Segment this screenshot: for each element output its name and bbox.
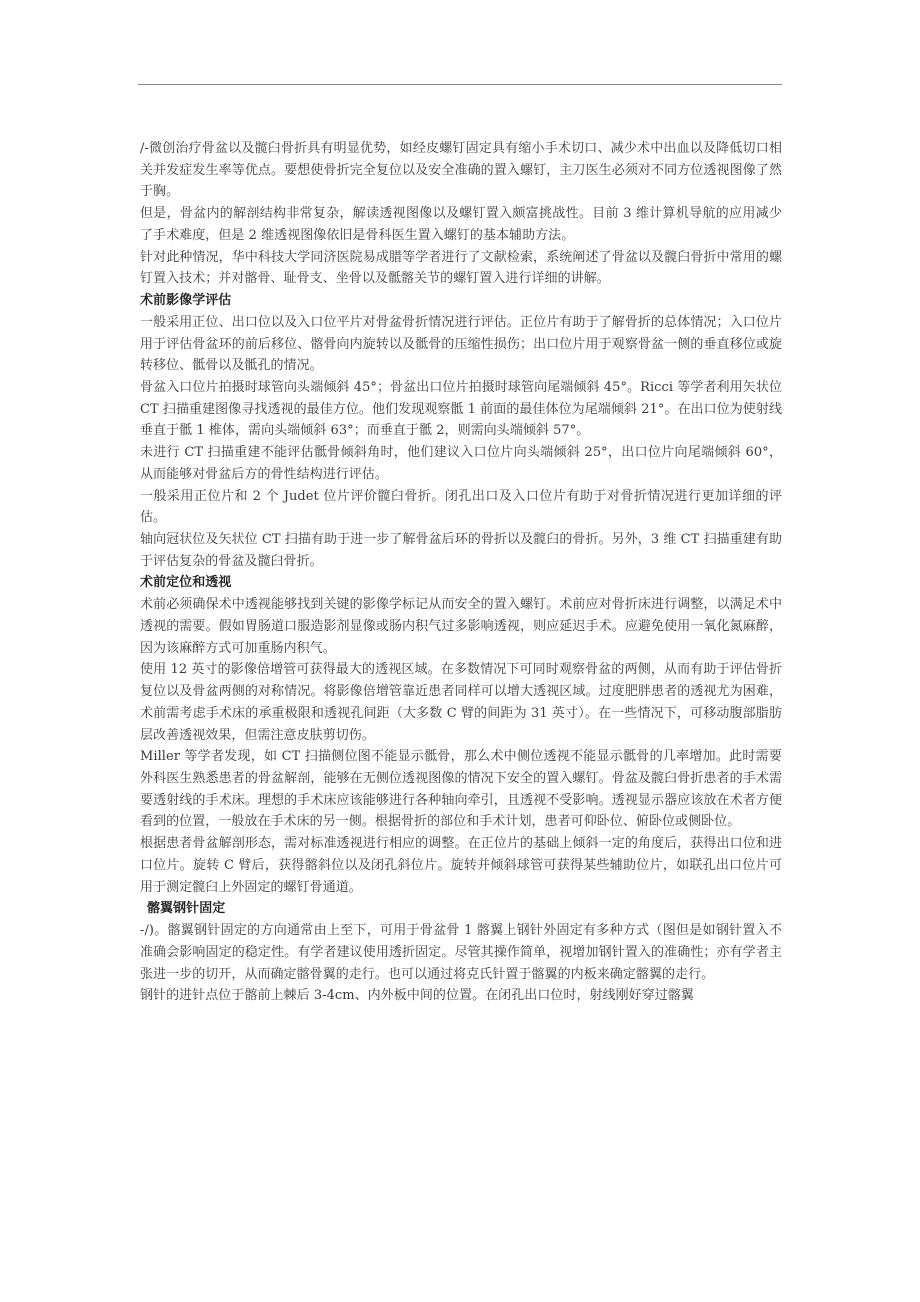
paragraph-intro: /-微创治疗骨盆以及髋臼骨折具有明显优势，如经皮螺钉固定具有缩小手术切口、减少术中出血以及降低切口相关并发症发生率等优点。要想使骨折完全复位以及安全准确的置入螺钉，主刀医生必须对不同方位透视图像了然于胸。 bbox=[140, 141, 782, 200]
paragraph-tilt-angles: 骨盆入口位片拍摄时球管向头端倾斜 45°；骨盆出口位片拍摄时球管向尾端倾斜 45°。Ricci 等学者利用矢状位 CT 扫描重建图像寻找透视的最佳方位。他们发现观察骶 1 前面的最佳体位为尾端倾斜 21°。在出口位为使射线垂直于骶 1 椎体，需向头端倾斜 63°；而垂直于骶 2，则需向头端倾斜 57°。 bbox=[140, 380, 782, 439]
paragraph-miller: Miller 等学者发现，如 CT 扫描侧位图不能显示骶骨，那么术中侧位透视不能显示骶骨的几率增加。此时需要外科医生熟悉患者的骨盆解剖，能够在无侧位透视图像的情况下安全的置入螺钉。骨盆及髋臼骨折患者的手术需要透射线的手术床。理想的手术床应该能够进行各种轴向牵引，且透视不受影响。透视显示器应该放在术者方便看到的位置，一般放在手术床的另一侧。根据骨折的部位和手术计划，患者可仰卧位、俯卧位或侧卧位。 bbox=[140, 749, 782, 830]
paragraph-positioning: 术前必须确保术中透视能够找到关键的影像学标记从而安全的置入螺钉。术前应对骨折床进行调整，以满足术中透视的需要。假如胃肠道口服造影剂显像或肠内积气过多影响透视，则应延迟手术。应避免使用一氧化氮麻醉，因为该麻醉方式可加重肠内积气。 bbox=[140, 597, 782, 656]
paragraph-image-intensifier: 使用 12 英寸的影像倍增管可获得最大的透视区域。在多数情况下可同时观察骨盆的两侧，从而有助于评估骨折复位以及骨盆两侧的对称情况。将影像倍增管靠近患者同样可以增大透视区域。过度肥胖患者的透视尤为困难，术前需考虑手术床的承重极限和透视孔间距（大多数 C 臂的间距为 31 英寸）。在一些情况下，可移动腹部脂肪层改善透视效果，但需注意皮肤剪切伤。 bbox=[140, 662, 782, 743]
paragraph-xray-views: 一般采用正位、出口位以及入口位平片对骨盆骨折情况进行评估。正位片有助于了解骨折的总体情况；入口位片用于评估骨盆环的前后移位、髂骨向内旋转以及骶骨的压缩性损伤；出口位片用于观察骨盆一侧的垂直移位或旋转移位、骶骨以及骶孔的情况。 bbox=[140, 314, 782, 374]
paragraph-entry-point: 钢针的进针点位于髂前上棘后 3-4cm、内外板中间的位置。在闭孔出口位时，射线刚好穿过髂翼 bbox=[140, 988, 694, 1004]
header-rule bbox=[138, 84, 782, 85]
heading-preop-positioning: 术前定位和透视 bbox=[140, 575, 232, 591]
heading-preop-imaging: 术前影像学评估 bbox=[140, 292, 232, 308]
paragraph-anatomy: 但是，骨盆内的解剖结构非常复杂，解读透视图像以及螺钉置入颇富挑战性。目前 3 维计算机导航的应用减少了手术难度，但是 2 维透视图像依旧是骨科医生置入螺钉的基本辅助方法。 bbox=[140, 206, 782, 243]
heading-iliac-pin-fixation: 髂翼钢针固定 bbox=[147, 901, 226, 917]
paragraph-judet: 一般采用正位片和 2 个 Judet 位片评价髋臼骨折。闭孔出口及入口位片有助于对骨折情况进行更加详细的评估。 bbox=[140, 488, 782, 526]
paragraph-research: 针对此种情况，华中科技大学同济医院易成腊等学者进行了文献检索，系统阐述了骨盆以及髋臼骨折中常用的螺钉置入技术；并对髂骨、耻骨支、坐骨以及骶髂关节的螺钉置入进行详细的讲解。 bbox=[140, 249, 782, 287]
paragraph-ct-suggestion: 未进行 CT 扫描重建不能评估骶骨倾斜角时，他们建议入口位片向头端倾斜 25°，出口位片向尾端倾斜 60°，从而能够对骨盆后方的骨性结构进行评估。 bbox=[140, 445, 782, 482]
paragraph-adjustments: 根据患者骨盆解剖形态，需对标准透视进行相应的调整。在正位片的基础上倾斜一定的角度后，获得出口位和进口位片。旋转 C 臂后，获得髂斜位以及闭孔斜位片。旋转并倾斜球管可获得某些辅助位片，如联孔出口位片可用于测定髋臼上外固定的螺钉骨通道。 bbox=[140, 836, 782, 895]
paragraph-pin-fixation: -/)。髂翼钢针固定的方向通常由上至下，可用于骨盆骨 1 髂翼上钢针外固定有多种方式（图但是如钢针置入不准确会影响固定的稳定性。有学者建议使用透折固定。尽管其操作简单，视增加钢针置入的准确性；亦有学者主张进一步的切开，从而确定髂骨翼的走行。也可以通过将克氏针置于髂翼的内板来确定髂翼的走行。 bbox=[140, 923, 782, 982]
document-body bbox=[140, 138, 782, 1007]
paragraph-ct-scan: 轴向冠状位及矢状位 CT 扫描有助于进一步了解骨盆后环的骨折以及髋臼的骨折。另外，3 维 CT 扫描重建有助于评估复杂的骨盆及髋臼骨折。 bbox=[140, 531, 782, 569]
